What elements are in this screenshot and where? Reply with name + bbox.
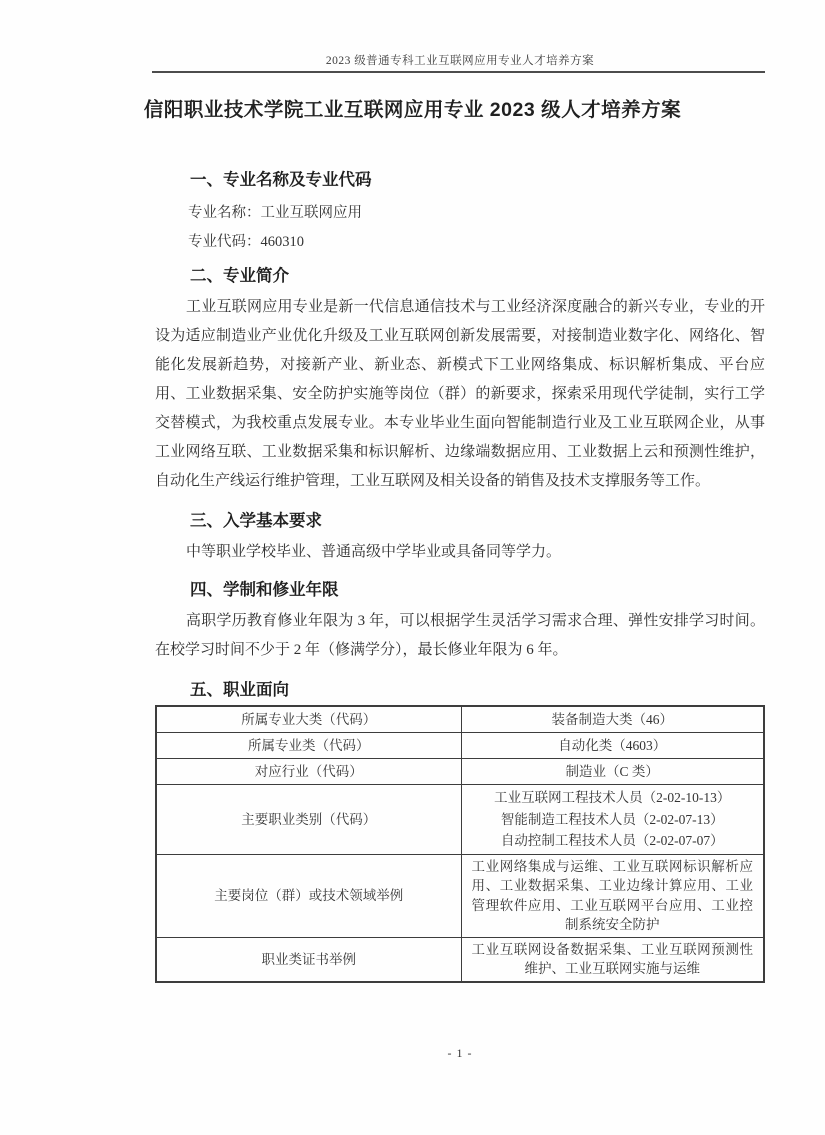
table-row-occupation-categories	[156, 785, 764, 855]
table-row-industry	[156, 759, 764, 785]
section-heading-major-intro: 二、专业简介	[190, 267, 289, 285]
major-intro-paragraph: 工业互联网应用专业是新一代信息通信技术与工业经济深度融合的新兴专业，专业的开设为适应制造业产业优化升级及工业互联网创新发展需要，对接制造业数字化、网络化、智能化发展新趋势，对接新产业、新业态、新模式下工业网络集成、标识解析集成、平台应用、工业数据采集、安全防护实施等岗位（群）的新要求，探索采用现代学徒制，实行工学交替模式，为我校重点发展专业。本专业毕业生面向智能制造行业及工业互联网企业，从事工业网络互联、工业数据采集和标识解析、边缘端数据应用、工业数据上云和预测性维护，自动化生产线运行维护管理，工业互联网及相关设备的销售及技术支撑服务等工作。	[155, 299, 765, 489]
section-heading-career-orientation: 五、职业面向	[190, 681, 289, 699]
study-duration-paragraph: 高职学历教育修业年限为 3 年，可以根据学生灵活学习需求合理、弹性安排学习时间。在校学习时间不少于 2 年（修满学分），最长修业年限为 6 年。	[155, 613, 765, 658]
table-row-value: 装备制造大类（46）	[461, 706, 764, 733]
table-row-value: 工业互联网设备数据采集、工业互联网预测性维护、工业互联网实施与运维	[461, 937, 764, 982]
table-row-value	[461, 785, 764, 855]
section-heading-entry-requirements: 三、入学基本要求	[190, 512, 322, 530]
major-name-line: 专业名称：工业互联网应用	[188, 205, 362, 221]
table-row-value: 工业网络集成与运维、工业互联网标识解析应用、工业数据采集、工业边缘计算应用、工业管理软件应用、工业互联网平台应用、工业控制系统安全防护	[461, 854, 764, 937]
table-row-main-posts	[156, 854, 764, 937]
page-number: - 1 -	[447, 1046, 473, 1060]
table-row-value: 制造业（C 类）	[461, 759, 764, 785]
section-heading-study-duration: 四、学制和修业年限	[190, 581, 339, 599]
occupation-line: 智能制造工程技术人员（2-02-07-13）	[500, 811, 724, 827]
table-row-label: 主要岗位（群）或技术领域举例	[156, 854, 461, 937]
occupation-line: 工业互联网工程技术人员（2-02-10-13）	[494, 790, 731, 805]
running-header: 2023 级普通专科工业互联网应用专业人才培养方案	[325, 55, 595, 67]
table-row-label: 主要职业类别（代码）	[156, 785, 461, 855]
document-body	[155, 160, 765, 983]
table-row-value: 自动化类（4603）	[461, 733, 764, 759]
table-row-label: 职业类证书举例	[156, 937, 461, 982]
occupation-line: 自动控制工程技术人员（2-02-07-07）	[500, 833, 724, 848]
section-heading-major-name-code: 一、专业名称及专业代码	[190, 171, 372, 189]
table-row-label: 所属专业类（代码）	[156, 733, 461, 759]
table-row-label: 所属专业大类（代码）	[156, 706, 461, 733]
table-row-label: 对应行业（代码）	[156, 759, 461, 785]
header-rule	[152, 71, 765, 73]
table-row-major-class	[156, 733, 764, 759]
table-row-major-category	[156, 706, 764, 733]
career-table	[155, 705, 765, 983]
document-title: 信阳职业技术学院工业互联网应用专业 2023 级人才培养方案	[143, 99, 682, 121]
table-row-certificates	[156, 937, 764, 982]
entry-requirements-paragraph: 中等职业学校毕业、普通高级中学毕业或具备同等学力。	[186, 544, 562, 560]
major-code-line: 专业代码：460310	[188, 234, 304, 250]
